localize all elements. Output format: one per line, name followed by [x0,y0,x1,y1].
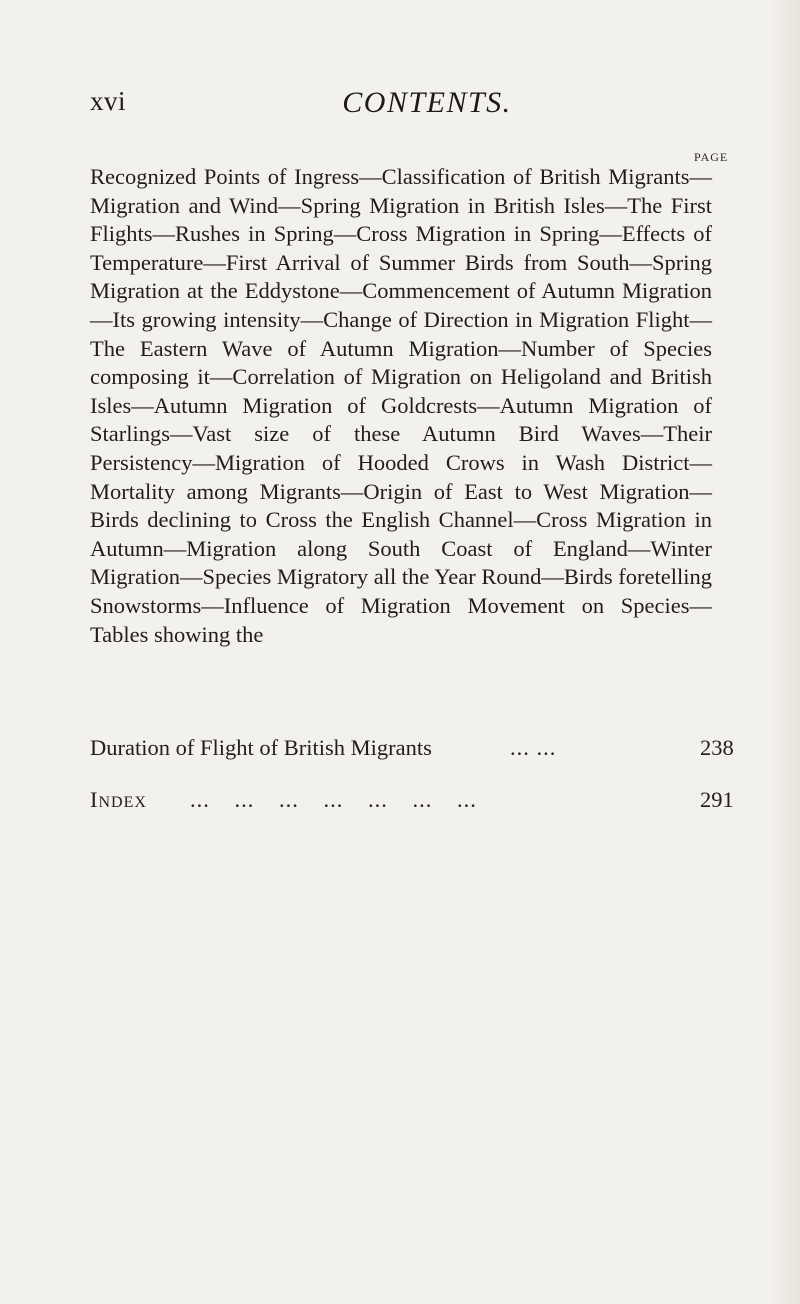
contents-entry-last-line-text: Duration of Flight of British Migrants [90,735,432,760]
dot-leader: ... ... [510,735,557,760]
contents-entry-text: Recognized Points of Ingress—Classification of British Migrants—Migration and Wind—Spring Migration in British Isles—The First Flights—Rushes in Spring—Cross Migration in Spring—Effects of Temperature—First Arrival of Summer Birds from South—Spring Migration at the Eddystone—Commencement of Autumn Migration—Its growing intensity—Change of Direction in Migration Flight—The Eastern Wave of Autumn Migration—Number of Species composing it—Correlation of Migration on Heligoland and British Isles—Autumn Migration of Goldcrests—Autumn Migration of Starlings—Vast size of these Autumn Bird Waves—Their Persistency—Migration of Hooded Crows in Wash District—Mortality among Migrants—Origin of East to West Migration—Birds declining to Cross the English Channel—Cross Migration in Autumn—Migration along South Coast of England—Winter Migration—Species Migratory all the Year Round—Birds foretelling Snowstorms—Influence of Migration Movement on Species—Tables showing the [90,164,712,647]
contents-entry-last-line [90,734,740,764]
index-label: Index [90,787,147,812]
index-page-number: 291 [700,787,734,812]
contents-index-entry [90,786,740,816]
running-head [90,86,716,126]
page-column-label: PAGE [694,150,729,164]
contents-entry-page-number: 238 [700,735,734,760]
page-folio: xvi [90,86,127,116]
running-head-title: CONTENTS. [342,86,512,119]
dot-leader: ... ... ... ... ... ... ... [190,787,477,812]
